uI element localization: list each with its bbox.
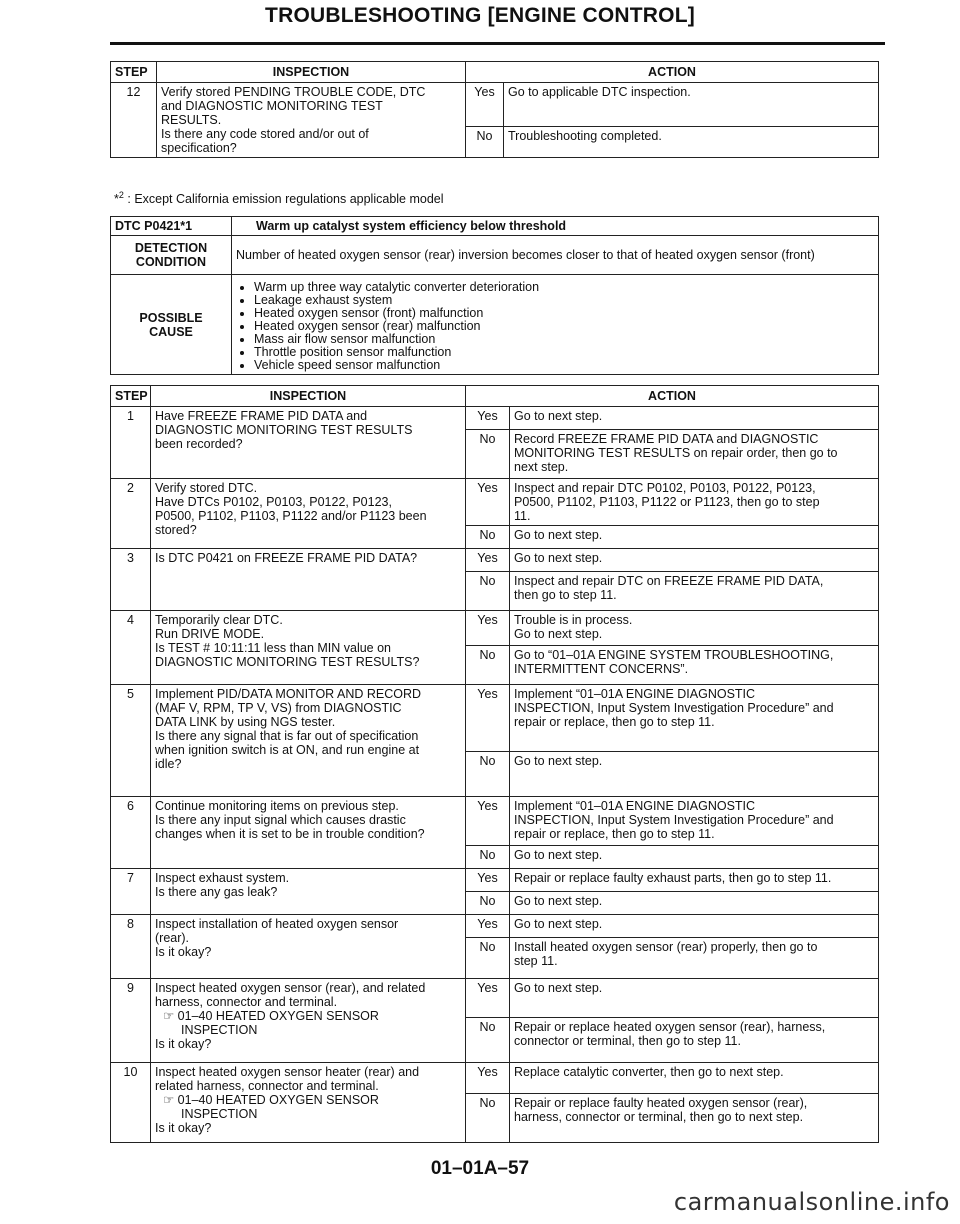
action-line: MONITORING TEST RESULTS on repair order, then go to [514, 446, 838, 460]
step-number: 3 [111, 549, 151, 611]
inspection-line: DIAGNOSTIC MONITORING TEST RESULTS? [155, 655, 420, 669]
inspection-line: Continue monitoring items on previous step. [155, 799, 399, 813]
step-inspection [151, 915, 466, 979]
label-line: CAUSE [149, 324, 193, 339]
yes-action: Go to applicable DTC inspection. [504, 83, 879, 127]
step-inspection [151, 979, 466, 1063]
action-line: next step. [514, 460, 569, 474]
step-inspection [151, 407, 466, 479]
steps-col-action-header: ACTION [466, 386, 879, 407]
inspection-line: Inspect exhaust system. [155, 871, 290, 885]
action-line: step 11. [514, 954, 558, 968]
cause-item: • Warm up three way catalytic converter deterioration [254, 281, 874, 294]
table-row [111, 685, 879, 752]
reference-line: INSPECTION [181, 1107, 258, 1121]
steps-table [110, 385, 879, 1143]
yes-label: Yes [466, 797, 510, 846]
inspection-line: Is DTC P0421 on FREEZE FRAME PID DATA? [155, 551, 418, 565]
no-label: No [466, 1018, 510, 1063]
steps-col-inspection-header: INSPECTION [151, 386, 466, 407]
table-row [111, 479, 879, 526]
inspection-line: stored? [155, 523, 197, 537]
inspection-line: idle? [155, 757, 182, 771]
inspection-line: harness, connector and terminal. [155, 995, 338, 1009]
yes-action [510, 407, 879, 430]
action-line: Go to next step. [514, 551, 603, 565]
step-inspection [151, 479, 466, 549]
possible-cause-label [111, 275, 232, 375]
col-action-header: ACTION [466, 62, 879, 83]
no-label: No [466, 430, 510, 479]
no-action [510, 1018, 879, 1063]
inspection-line: and DIAGNOSTIC MONITORING TEST [161, 99, 383, 113]
step-number: 6 [111, 797, 151, 869]
step-inspection [151, 685, 466, 797]
inspection-line: Is there any input signal which causes drastic [155, 813, 406, 827]
step-inspection [151, 869, 466, 915]
inspection-question: Is it okay? [155, 1121, 212, 1135]
table-row [111, 611, 879, 646]
step-number: 7 [111, 869, 151, 915]
reference-line: ☞ 01–40 HEATED OXYGEN SENSOR [163, 1093, 379, 1107]
action-line: Go to next step. [514, 981, 603, 995]
reference-line: INSPECTION [181, 1023, 258, 1037]
detection-condition-text: Number of heated oxygen sensor (rear) inversion becomes closer to that of heated oxygen sensor (front) [232, 236, 879, 275]
action-line: Go to next step. [514, 528, 603, 542]
inspection-line: DIAGNOSTIC MONITORING TEST RESULTS [155, 423, 413, 437]
action-line: repair or replace, then go to step 11. [514, 715, 715, 729]
inspection-line: Run DRIVE MODE. [155, 627, 265, 641]
action-line: INSPECTION, Input System Investigation Procedure” and [514, 701, 834, 715]
reference-line: ☞ 01–40 HEATED OXYGEN SENSOR [163, 1009, 379, 1023]
no-action [510, 938, 879, 979]
action-line: Go to “01–01A ENGINE SYSTEM TROUBLESHOOTING, [514, 648, 834, 662]
no-label: No [466, 752, 510, 797]
no-action: Troubleshooting completed. [504, 126, 879, 157]
yes-label: Yes [466, 549, 510, 572]
yes-label: Yes [466, 479, 510, 526]
inspection-line: Verify stored PENDING TROUBLE CODE, DTC [161, 85, 426, 99]
yes-label: Yes [466, 685, 510, 752]
footnote-mark: 2 [118, 190, 124, 200]
no-action [510, 752, 879, 797]
yes-label: Yes [466, 915, 510, 938]
no-action [510, 646, 879, 685]
no-label: No [466, 646, 510, 685]
action-line: Implement “01–01A ENGINE DIAGNOSTIC [514, 799, 756, 813]
action-line: INSPECTION, Input System Investigation Procedure” and [514, 813, 834, 827]
cause-item: • Throttle position sensor malfunction [254, 346, 874, 359]
footnote: *$^2$ : Except California emission regulations applicable model [114, 190, 444, 207]
table-row [111, 797, 879, 846]
yes-action [510, 915, 879, 938]
yes-action [510, 869, 879, 892]
inspection-line: Is TEST # 10:11:11 less than MIN value on [155, 641, 392, 655]
watermark: carmanualsonline.info [673, 1188, 950, 1216]
yes-label: Yes [466, 83, 504, 127]
yes-action [510, 479, 879, 526]
action-line: Install heated oxygen sensor (rear) properly, then go to [514, 940, 818, 954]
inspection-line: Is there any signal that is far out of specification [155, 729, 419, 743]
step-number: 1 [111, 407, 151, 479]
footnote-text: : Except California emission regulations applicable model [127, 192, 444, 207]
cause-item: • Mass air flow sensor malfunction [254, 333, 874, 346]
inspection-line: Verify stored DTC. [155, 481, 258, 495]
dtc-code: DTC P0421*1 [111, 217, 232, 236]
yes-label: Yes [466, 1063, 510, 1094]
action-line: Go to next step. [514, 754, 603, 768]
action-line: P0500, P1102, P1103, P1122 or P1123, then go to step [514, 495, 820, 509]
cause-item: • Heated oxygen sensor (front) malfunction [254, 307, 874, 320]
no-action [510, 572, 879, 611]
yes-action [510, 1063, 879, 1094]
action-line: Repair or replace heated oxygen sensor (rear), harness, [514, 1020, 826, 1034]
inspection-line: changes when it is set to be in trouble condition? [155, 827, 425, 841]
col-step-header: STEP [111, 62, 157, 83]
action-line: Inspect and repair DTC P0102, P0103, P0122, P0123, [514, 481, 816, 495]
step-inspection [157, 83, 466, 158]
inspection-question: Is it okay? [155, 1037, 212, 1051]
action-line: Repair or replace faulty heated oxygen sensor (rear), [514, 1096, 808, 1110]
inspection-line: related harness, connector and terminal. [155, 1079, 379, 1093]
inspection-line: Have DTCs P0102, P0103, P0122, P0123, [155, 495, 392, 509]
inspection-line: (rear). [155, 931, 190, 945]
cause-item: • Heated oxygen sensor (rear) malfunction [254, 320, 874, 333]
inspection-line: Temporarily clear DTC. [155, 613, 283, 627]
action-line: Go to next step. [514, 627, 603, 641]
top-step-table [110, 61, 879, 158]
label-line: CONDITION [135, 255, 207, 269]
yes-label: Yes [466, 869, 510, 892]
action-line: Implement “01–01A ENGINE DIAGNOSTIC [514, 687, 756, 701]
inspection-line: Inspect heated oxygen sensor (rear), and related [155, 981, 426, 995]
no-label: No [466, 938, 510, 979]
inspection-line: specification? [161, 141, 237, 155]
action-line: Go to next step. [514, 917, 603, 931]
table-row [111, 549, 879, 572]
no-action [510, 1094, 879, 1143]
action-line: Replace catalytic converter, then go to next step. [514, 1065, 784, 1079]
yes-action [510, 549, 879, 572]
steps-col-step-header: STEP [111, 386, 151, 407]
step-number: 4 [111, 611, 151, 685]
inspection-line: DATA LINK by using NGS tester. [155, 715, 336, 729]
no-action [510, 430, 879, 479]
yes-label: Yes [466, 407, 510, 430]
page-title: TROUBLESHOOTING [ENGINE CONTROL] [265, 4, 695, 27]
yes-action [510, 685, 879, 752]
no-label: No [466, 526, 510, 549]
inspection-line: Is there any code stored and/or out of [161, 127, 369, 141]
yes-action [510, 797, 879, 846]
no-action [510, 892, 879, 915]
no-action [510, 526, 879, 549]
action-line: Go to next step. [514, 894, 603, 908]
inspection-line: when ignition switch is at ON, and run engine at [155, 743, 420, 757]
action-line: INTERMITTENT CONCERNS”. [514, 662, 689, 676]
no-label: No [466, 572, 510, 611]
step-number: 12 [111, 83, 157, 158]
possible-cause-list [232, 275, 879, 375]
no-label: No [466, 846, 510, 869]
action-line: Repair or replace faulty exhaust parts, then go to step 11. [514, 871, 832, 885]
inspection-line: Inspect heated oxygen sensor heater (rear) and [155, 1065, 420, 1079]
inspection-line: Implement PID/DATA MONITOR AND RECORD [155, 687, 422, 701]
inspection-line: (MAF V, RPM, TP V, VS) from DIAGNOSTIC [155, 701, 402, 715]
action-line: 11. [514, 509, 531, 523]
table-row [111, 869, 879, 892]
table-row [111, 979, 879, 1018]
title-rule [110, 42, 885, 45]
page-number: 01–01A–57 [430, 1158, 530, 1179]
action-line: Inspect and repair DTC on FREEZE FRAME PID DATA, [514, 574, 824, 588]
label-line: DETECTION [134, 241, 208, 255]
dtc-description: Warm up catalyst system efficiency below threshold [232, 217, 879, 236]
cause-item: • Vehicle speed sensor malfunction [254, 359, 874, 372]
inspection-line: been recorded? [155, 437, 243, 451]
action-line: harness, connector or terminal, then go to next step. [514, 1110, 804, 1124]
action-line: Go to next step. [514, 409, 603, 423]
no-action [510, 846, 879, 869]
table-row [111, 407, 879, 430]
col-inspection-header: INSPECTION [157, 62, 466, 83]
inspection-line: Is it okay? [155, 945, 212, 959]
step-number: 8 [111, 915, 151, 979]
yes-label: Yes [466, 979, 510, 1018]
yes-action [510, 611, 879, 646]
step-number: 10 [111, 1063, 151, 1143]
cause-item: • Leakage exhaust system [254, 294, 874, 307]
label-line: POSSIBLE [139, 310, 203, 325]
step-inspection [151, 611, 466, 685]
step-number: 2 [111, 479, 151, 549]
no-label: No [466, 892, 510, 915]
step-inspection [151, 797, 466, 869]
step-inspection [151, 1063, 466, 1143]
step-inspection [151, 549, 466, 611]
inspection-line: Inspect installation of heated oxygen sensor [155, 917, 399, 931]
action-line: Trouble is in process. [514, 613, 633, 627]
inspection-line: P0500, P1102, P1103, P1122 and/or P1123 been [155, 509, 427, 523]
table-row [111, 1063, 879, 1094]
action-line: connector or terminal, then go to step 11. [514, 1034, 741, 1048]
inspection-line: Is there any gas leak? [155, 885, 278, 899]
inspection-line: RESULTS. [161, 113, 222, 127]
yes-label: Yes [466, 611, 510, 646]
no-label: No [466, 1094, 510, 1143]
action-line: then go to step 11. [514, 588, 617, 602]
dtc-table [110, 216, 879, 375]
detection-condition-label [111, 236, 232, 275]
table-row [111, 915, 879, 938]
yes-action [510, 979, 879, 1018]
inspection-line: Have FREEZE FRAME PID DATA and [155, 409, 368, 423]
no-label: No [466, 126, 504, 157]
action-line: repair or replace, then go to step 11. [514, 827, 715, 841]
action-line: Record FREEZE FRAME PID DATA and DIAGNOSTIC [514, 432, 819, 446]
step-number: 5 [111, 685, 151, 797]
action-line: Go to next step. [514, 848, 603, 862]
step-number: 9 [111, 979, 151, 1063]
